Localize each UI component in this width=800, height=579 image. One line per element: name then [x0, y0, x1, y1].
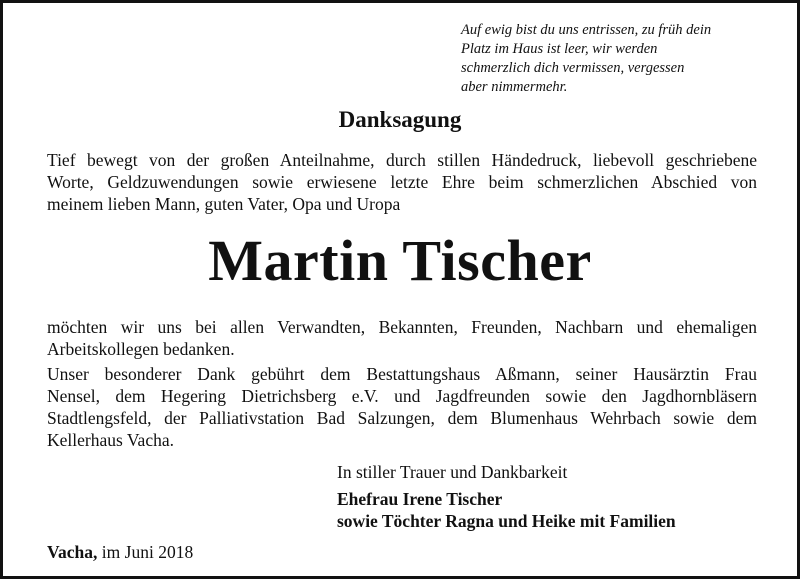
- thanks-paragraph: [47, 316, 757, 360]
- paragraph-line: Tief bewegt von der großen Anteilnahme, durch stillen Händedruck, liebevoll geschriebene: [47, 150, 757, 170]
- paragraph-line: Worte, Geldzuwendungen sowie erwiesene letzte Ehre beim schmerzlichen Abschied von: [47, 172, 757, 192]
- memorial-poem: [461, 21, 781, 97]
- signatories: [337, 488, 676, 532]
- place-name: Vacha,: [47, 542, 98, 562]
- deceased-name: Martin Tischer: [208, 228, 592, 293]
- signatory-line: sowie Töchter Ragna und Heike mit Familien: [337, 511, 676, 531]
- paragraph-line: Unser besonderer Dank gebührt dem Bestattungshaus Aßmann, seiner Hausärztin Frau: [47, 364, 757, 384]
- notice-heading: Danksagung: [338, 107, 462, 132]
- notice-date: im Juni 2018: [101, 542, 194, 562]
- closing-line: In stiller Trauer und Dankbarkeit: [337, 462, 568, 482]
- poem-line: schmerzlich dich vermissen, vergessen: [461, 60, 685, 76]
- poem-line: aber nimmermehr.: [461, 79, 568, 95]
- place-and-date: [47, 541, 193, 563]
- poem-line: Auf ewig bist du uns entrissen, zu früh dein: [461, 22, 712, 38]
- paragraph-line: Stadtlengsfeld, der Palliativstation Bad Salzungen, dem Blumenhaus Wehrbach sowie dem: [47, 408, 757, 428]
- poem-line: Platz im Haus ist leer, wir werden: [461, 41, 658, 57]
- paragraph-line: Arbeitskollegen bedanken.: [47, 339, 235, 359]
- intro-paragraph: [47, 149, 757, 215]
- paragraph-line: möchten wir uns bei allen Verwandten, Bekannten, Freunden, Nachbarn und ehemaligen: [47, 317, 757, 337]
- paragraph-line: Nensel, dem Hegering Dietrichsberg e.V. und Jagdfreunden sowie den Jagdhornbläsern: [47, 386, 757, 406]
- signatory-line: Ehefrau Irene Tischer: [337, 489, 503, 509]
- paragraph-line: Kellerhaus Vacha.: [47, 430, 174, 450]
- paragraph-line: meinem lieben Mann, guten Vater, Opa und Uropa: [47, 194, 401, 214]
- special-thanks-paragraph: [47, 363, 757, 451]
